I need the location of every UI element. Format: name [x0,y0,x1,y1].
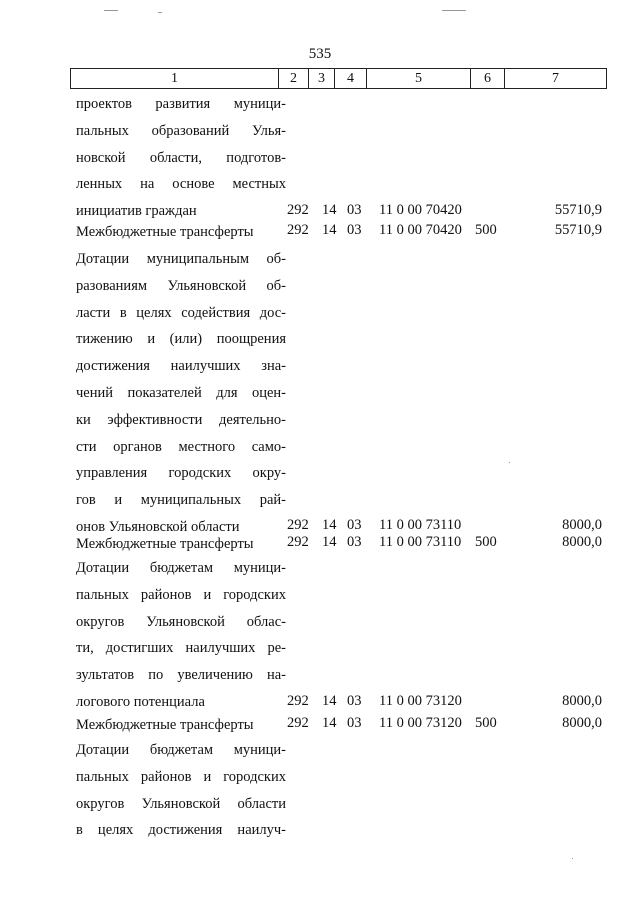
desc-line: ленных на основе местных [76,176,286,193]
desc-line: Дотации бюджетам муници- [76,742,286,758]
cell-amount: 8000,0 [562,715,602,731]
cell-subsection: 03 [347,715,362,731]
cell-target-article: 11 0 00 73110 [379,534,462,550]
row-description [76,246,286,541]
cell-section: 14 [322,693,337,709]
column-header-row [71,69,607,89]
desc-line: проектов развития муници- [76,96,286,112]
desc-line: Межбюджетные трансферты [76,717,254,733]
cell-section: 14 [322,715,337,731]
desc-line: пальных образований Улья- [76,122,286,139]
desc-line: ласти в целях содействия дос- [76,304,286,321]
desc-line: достижения наилучших зна- [76,358,286,375]
cell-ministry: 292 [287,222,309,238]
cell-amount: 55710,9 [554,222,602,238]
cell-subsection: 03 [347,202,362,218]
scan-speck [442,10,466,11]
cell-target-article: 11 0 00 70420 [379,222,462,238]
desc-line: чений показателей для оцен- [76,384,286,401]
column-header-4: 4 [335,69,367,89]
desc-line: логового потенциала [76,693,205,710]
desc-line: управления городских окру- [76,465,286,482]
desc-line: пальных районов и городских [76,586,286,603]
cell-section: 14 [322,517,337,533]
cell-ministry: 292 [287,517,309,533]
desc-line: тижению и (или) поощрения [76,331,286,348]
column-header-table [70,68,607,89]
row-description [76,219,286,246]
column-header-5: 5 [367,69,471,89]
scan-speck [104,10,118,11]
cell-expense-type: 500 [475,222,497,238]
column-header-1: 1 [71,69,279,89]
cell-subsection: 03 [347,534,362,550]
desc-line: ки эффективности деятельно- [76,411,286,428]
desc-line: ти, достигших наилучших ре- [76,640,286,657]
desc-line: округов Ульяновской облас- [76,613,286,630]
cell-subsection: 03 [347,517,362,533]
column-header-3: 3 [309,69,335,89]
cell-expense-type: 500 [475,534,497,550]
cell-section: 14 [322,202,337,218]
desc-line: округов Ульяновской области [76,795,286,812]
cell-target-article: 11 0 00 73120 [379,693,462,709]
cell-section: 14 [322,534,337,550]
cell-amount: 8000,0 [562,693,602,709]
cell-section: 14 [322,222,337,238]
cell-ministry: 292 [287,534,309,550]
scan-speck [572,858,573,859]
desc-line: разованиям Ульяновской об- [76,277,286,294]
cell-amount: 8000,0 [562,517,602,533]
desc-line: в целях достижения наилуч- [76,822,286,839]
cell-ministry: 292 [287,202,309,218]
cell-target-article: 11 0 00 70420 [379,202,462,218]
desc-line: гов и муниципальных рай- [76,492,286,509]
scan-speck [158,12,162,13]
cell-ministry: 292 [287,715,309,731]
desc-line: сти органов местного само- [76,438,286,455]
desc-line: Межбюджетные трансферты [76,536,254,552]
cell-subsection: 03 [347,222,362,238]
desc-line: Дотации муниципальным об- [76,251,286,267]
cell-amount: 55710,9 [554,202,602,218]
desc-line: онов Ульяновской области [76,518,240,535]
desc-line: инициатив граждан [76,203,197,220]
row-description [76,531,286,558]
row-description [76,91,286,225]
desc-line: Дотации бюджетам муници- [76,560,286,576]
column-header-6: 6 [471,69,505,89]
cell-subsection: 03 [347,693,362,709]
row-description [76,712,286,739]
cell-ministry: 292 [287,693,309,709]
desc-line: зультатов по увеличению на- [76,667,286,684]
cell-target-article: 11 0 00 73120 [379,715,462,731]
row-description [76,555,286,716]
scan-speck [509,462,510,463]
desc-line: новской области, подготов- [76,149,286,166]
column-header-2: 2 [279,69,309,89]
cell-target-article: 11 0 00 73110 [379,517,462,533]
cell-expense-type: 500 [475,715,497,731]
row-description [76,737,286,844]
desc-line: пальных районов и городских [76,768,286,785]
column-header-7: 7 [505,69,607,89]
cell-amount: 8000,0 [562,534,602,550]
page-number: 535 [308,46,332,62]
desc-line: Межбюджетные трансферты [76,224,254,240]
